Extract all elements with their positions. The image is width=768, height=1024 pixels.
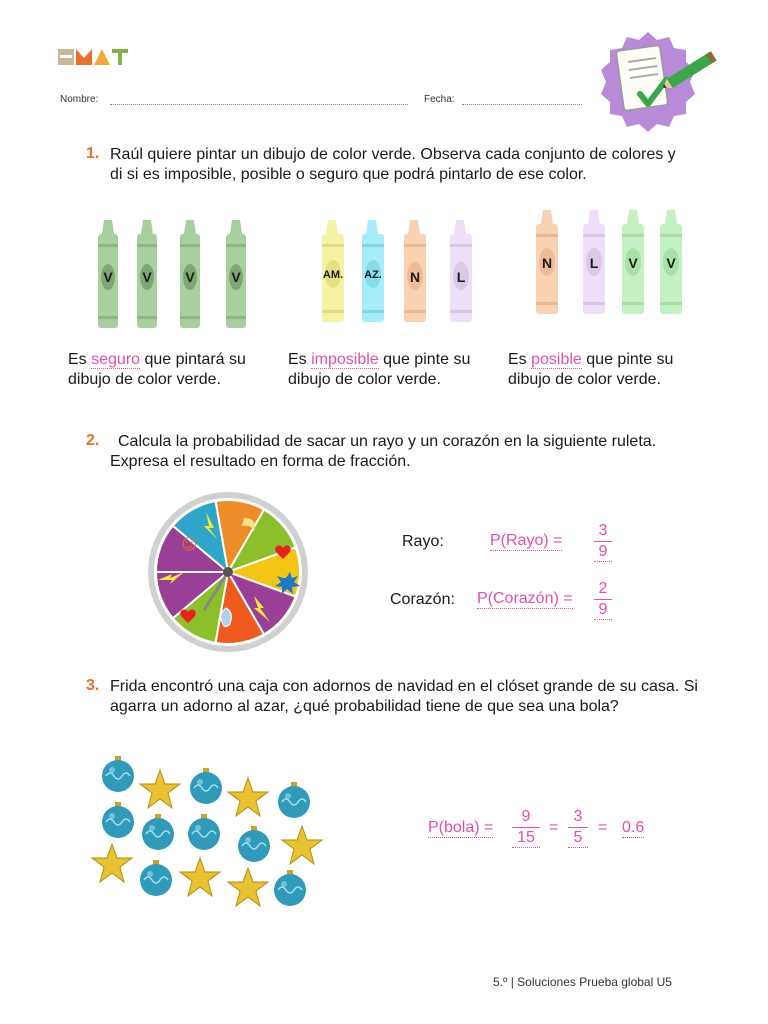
crayon-set-2 [312,214,482,334]
star-ornament-icon [180,858,220,896]
roulette-wheel [136,490,320,654]
rayo-label: Rayo: [402,533,444,550]
date-label: Fecha: [424,94,455,105]
corazon-expression: P(Corazón) = [477,590,573,607]
ball-ornament-icon [140,860,172,896]
crayon-icon [98,220,118,328]
star-ornament-icon [140,770,180,808]
rayo-expression: P(Rayo) = [490,532,563,549]
ball-ornament-icon [102,802,134,838]
crayon-icon [622,210,644,314]
crayon-icon [404,220,426,322]
bola-fraction-1: 9 15 [512,808,540,848]
page-footer: 5.º | Soluciones Prueba global U5 [493,975,672,989]
star-ornament-icon [282,826,322,864]
star-ornament-icon [92,844,132,882]
q1-number: 1. [86,145,100,162]
crayon-icon [536,210,558,314]
crayon-icon [450,220,472,322]
svg-text:AM.: AM. [322,269,344,281]
q1-answer-1: Es seguro que pintará su dibujo de color verde. [68,351,246,388]
crayon-icon [660,210,682,314]
crayon-set-1 [90,214,260,334]
ball-ornament-icon [238,826,270,862]
crayon-set-3 [528,206,698,321]
ball-ornament-icon [188,814,220,850]
svg-text:L: L [456,269,466,285]
svg-text:V: V [103,269,113,285]
q2-text: Calcula la probabilidad de sacar un rayo y un corazón en la siguiente ruleta. Expresa el resultado en forma de fracción. [110,433,657,470]
equals-sign: = [598,819,608,836]
svg-text:V: V [142,269,152,285]
svg-text:V: V [666,255,676,271]
corazon-fraction: 2 9 [594,580,612,620]
corazon-label: Corazón: [390,591,455,608]
svg-text:N: N [409,269,421,285]
smiley-icon: ☺ [178,530,201,555]
checklist-badge-icon [596,30,728,134]
ball-ornament-icon [274,870,306,906]
svg-text:L: L [589,255,599,271]
answer-word: posible [531,351,582,368]
equals-sign: = [549,819,559,836]
bola-fraction-2: 3 5 [568,808,588,848]
crayon-icon [180,220,200,328]
q1-answer-2: Es imposible que pinte su dibujo de color verde. [288,351,471,388]
q2-number: 2. [86,432,100,449]
ball-ornament-icon [102,756,134,792]
crayon-icon [226,220,246,328]
date-field[interactable] [462,94,582,105]
answer-word: imposible [311,351,379,368]
crayon-icon [583,210,605,314]
svg-text:V: V [185,269,195,285]
crayon-icon [362,220,384,322]
svg-text:V: V [231,269,241,285]
q1-answer-3: Es posible que pinte su dibujo de color verde. [508,351,674,388]
ball-ornament-icon [190,768,222,804]
svg-text:N: N [541,255,553,271]
bola-expression: P(bola) = [428,819,494,836]
crayon-icon [322,220,344,322]
q1-text: Raúl quiere pintar un dibujo de color verde. Observa cada conjunto de colores y di si es imposible, posible o seguro que podrá pintarlo de ese color. [110,146,676,183]
answer-word: seguro [91,351,141,368]
bola-result: 0.6 [622,819,645,836]
crayon-icon [137,220,157,328]
ball-ornament-icon [142,814,174,850]
svg-text:V: V [628,255,638,271]
q3-text: Frida encontró una caja con adornos de navidad en el clóset grande de su casa. Si agarra un adorno al azar, ¿qué probabilidad tiene de que sea una bola? [110,678,698,715]
star-ornament-icon [228,778,268,816]
ball-ornament-icon [278,782,310,818]
q3-number: 3. [86,677,100,694]
svg-text:AZ.: AZ. [364,269,382,281]
emat-logo [58,46,138,68]
rayo-fraction: 3 9 [594,522,612,562]
star-ornament-icon [228,868,268,906]
ornaments-illustration [86,752,336,914]
name-label: Nombre: [60,94,99,105]
name-field[interactable] [110,94,408,105]
